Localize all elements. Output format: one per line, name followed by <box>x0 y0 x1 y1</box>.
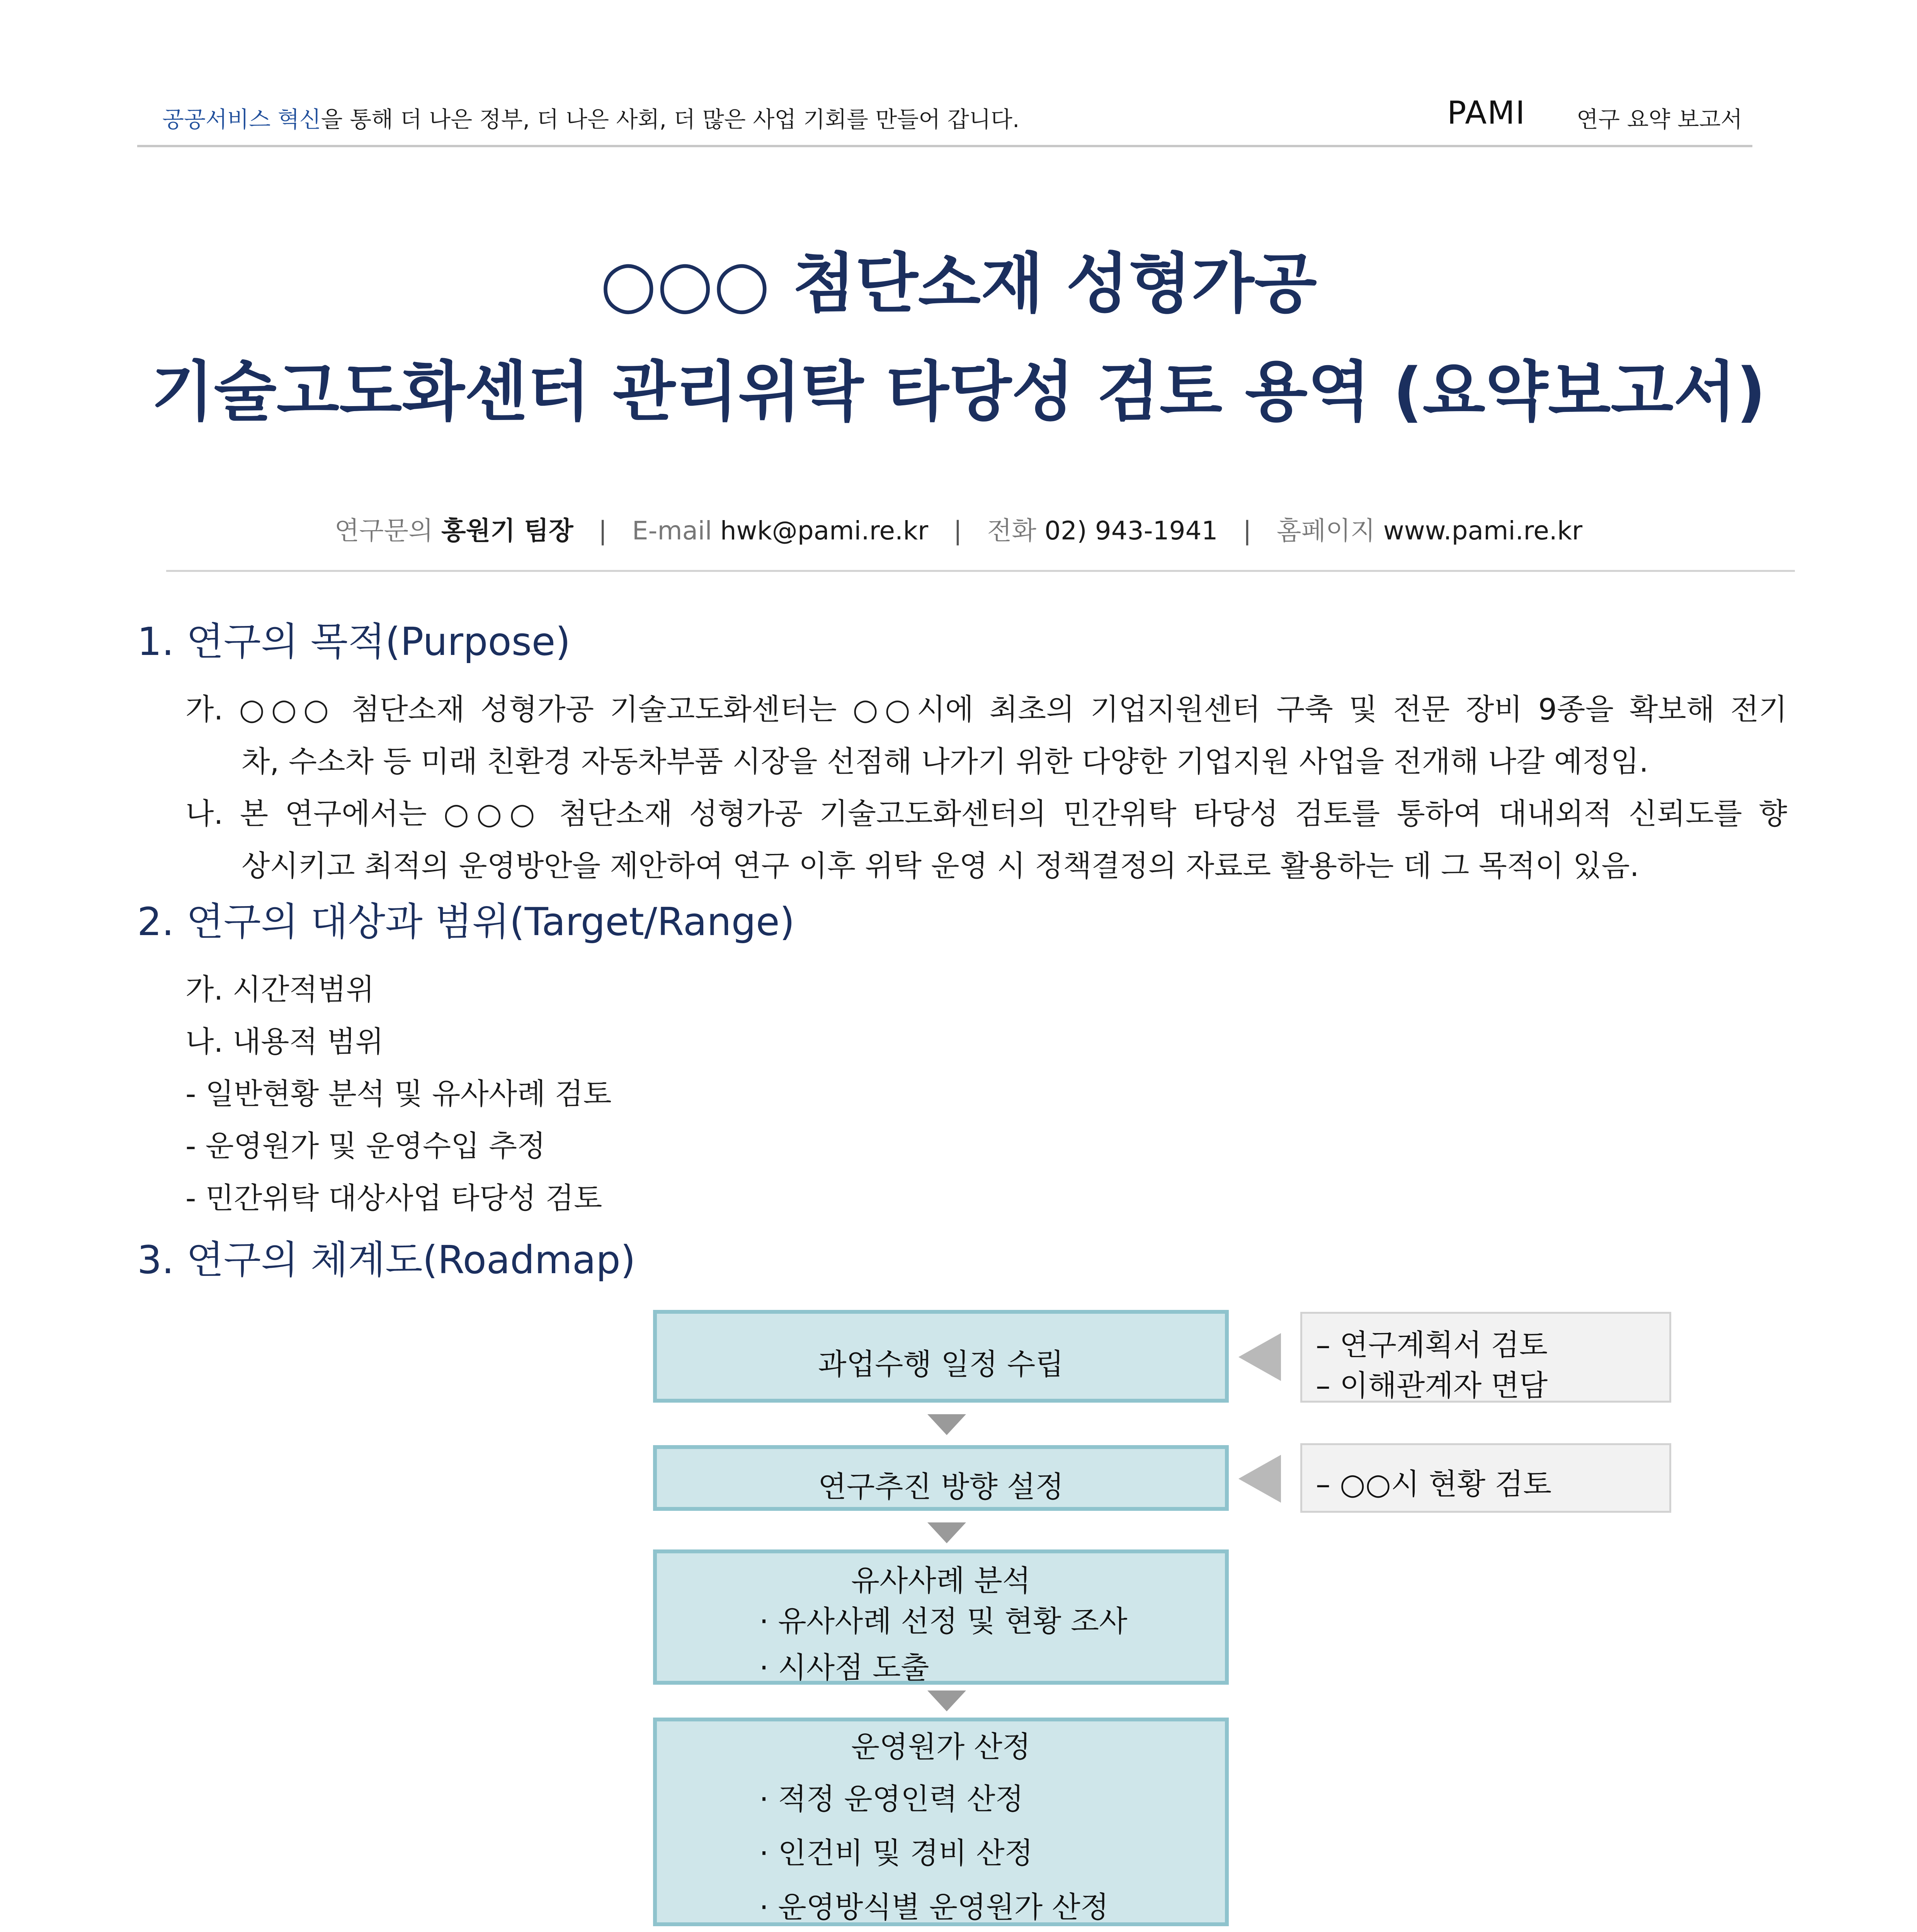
contact-line <box>0 510 1917 547</box>
roadmap-note-line: – 이해관계자 면담 <box>1316 1368 1548 1403</box>
header-slogan-rest: 을 통해 더 나은 정부, 더 나은 사회, 더 많은 사업 기회를 만들어 갑니다. <box>321 106 1020 133</box>
section-2-heading: 2. 연구의 대상과 범위(Target/Range) <box>137 899 795 944</box>
contact-phone-value: 02) 943-1941 <box>1044 516 1218 546</box>
roadmap-step-sub: · 적정 운영인력 산정 <box>759 1782 1024 1816</box>
roadmap-step-sub: · 운영방식별 운영원가 산정 <box>759 1890 1109 1924</box>
contact-homepage-label: 홈페이지 <box>1276 516 1375 546</box>
roadmap-step-2 <box>653 1445 1229 1511</box>
roadmap-step-sub: · 유사사례 선정 및 현황 조사 <box>759 1604 1128 1638</box>
roadmap-step-3 <box>653 1549 1229 1685</box>
scope-item: - 일반현황 분석 및 유사사례 검토 <box>185 1077 612 1111</box>
purpose-item-2-line-2: 상시키고 최적의 운영방안을 제안하여 연구 이후 위탁 운영 시 정책결정의 자료로 활용하는 데 그 목적이 있음. <box>242 849 1639 883</box>
down-arrow-icon <box>927 1414 966 1435</box>
header-slogan <box>162 101 1019 134</box>
purpose-item-1-line-1: 가. ○○○ 첨단소재 성형가공 기술고도화센터는 ○○시에 최초의 기업지원센터 구축 및 전문 장비 9종을 확보해 전기 <box>185 692 1787 726</box>
roadmap-step-4 <box>653 1718 1229 1926</box>
roadmap-note-line: – ○○시 현황 검토 <box>1316 1467 1552 1501</box>
roadmap-note-line: – 연구계획서 검토 <box>1316 1328 1548 1362</box>
contact-separator: | <box>598 516 607 546</box>
contact-separator: | <box>1243 516 1252 546</box>
roadmap-note-1 <box>1300 1312 1671 1403</box>
header-doc-type: 연구 요약 보고서 <box>1577 106 1743 133</box>
purpose-item-1-line-2: 차, 수소차 등 미래 친환경 자동차부품 시장을 선점해 나가기 위한 다양한 기업지원 사업을 전개해 나갈 예정임. <box>242 744 1648 779</box>
left-arrow-icon <box>1238 1333 1281 1381</box>
roadmap-step-title: 유사사례 분석 <box>851 1563 1031 1598</box>
roadmap-step-1 <box>653 1310 1229 1403</box>
scope-item: - 민간위탁 대상사업 타당성 검토 <box>185 1181 602 1215</box>
contact-phone-label: 전화 <box>987 516 1037 546</box>
contact-divider <box>166 570 1795 572</box>
contact-inquiry-label: 연구문의 <box>334 516 433 546</box>
header-slogan-highlight: 공공서비스 혁신 <box>162 106 321 133</box>
contact-email-value[interactable]: hwk@pami.re.kr <box>720 516 929 546</box>
roadmap-step-title: 운영원가 산정 <box>851 1730 1031 1764</box>
title-line-1: ○○○ 첨단소재 성형가공 <box>600 246 1317 321</box>
roadmap-note-2 <box>1300 1443 1671 1513</box>
down-arrow-icon <box>927 1522 966 1543</box>
contact-separator: | <box>953 516 962 546</box>
section-1-heading: 1. 연구의 목적(Purpose) <box>137 619 571 664</box>
contact-email-label: E-mail <box>632 516 712 546</box>
scope-item: 나. 내용적 범위 <box>185 1024 384 1059</box>
contact-inquiry-value: 홍원기 팀장 <box>441 516 573 546</box>
roadmap-step-title: 과업수행 일정 수립 <box>818 1347 1064 1381</box>
roadmap-step-sub: · 시사점 도출 <box>759 1650 929 1685</box>
scope-item: 가. 시간적범위 <box>185 972 374 1007</box>
contact-homepage-value[interactable]: www.pami.re.kr <box>1383 516 1583 546</box>
roadmap-step-title: 연구추진 방향 설정 <box>818 1469 1064 1504</box>
scope-item: - 운영원가 및 운영수입 추정 <box>185 1129 546 1163</box>
header-divider <box>137 145 1752 147</box>
left-arrow-icon <box>1238 1455 1281 1503</box>
purpose-item-2-line-1: 나. 본 연구에서는 ○○○ 첨단소재 성형가공 기술고도화센터의 민간위탁 타당성 검토를 통하여 대내외적 신뢰도를 향 <box>185 796 1787 831</box>
roadmap-step-sub: · 인건비 및 경비 산정 <box>759 1836 1033 1870</box>
title-line-2: 기술고도화센터 관리위탁 타당성 검토 용역 (요약보고서) <box>151 354 1766 430</box>
section-3-heading: 3. 연구의 체계도(Roadmap) <box>137 1237 636 1282</box>
down-arrow-icon <box>927 1690 966 1711</box>
header-brand: PAMI <box>1447 95 1526 131</box>
